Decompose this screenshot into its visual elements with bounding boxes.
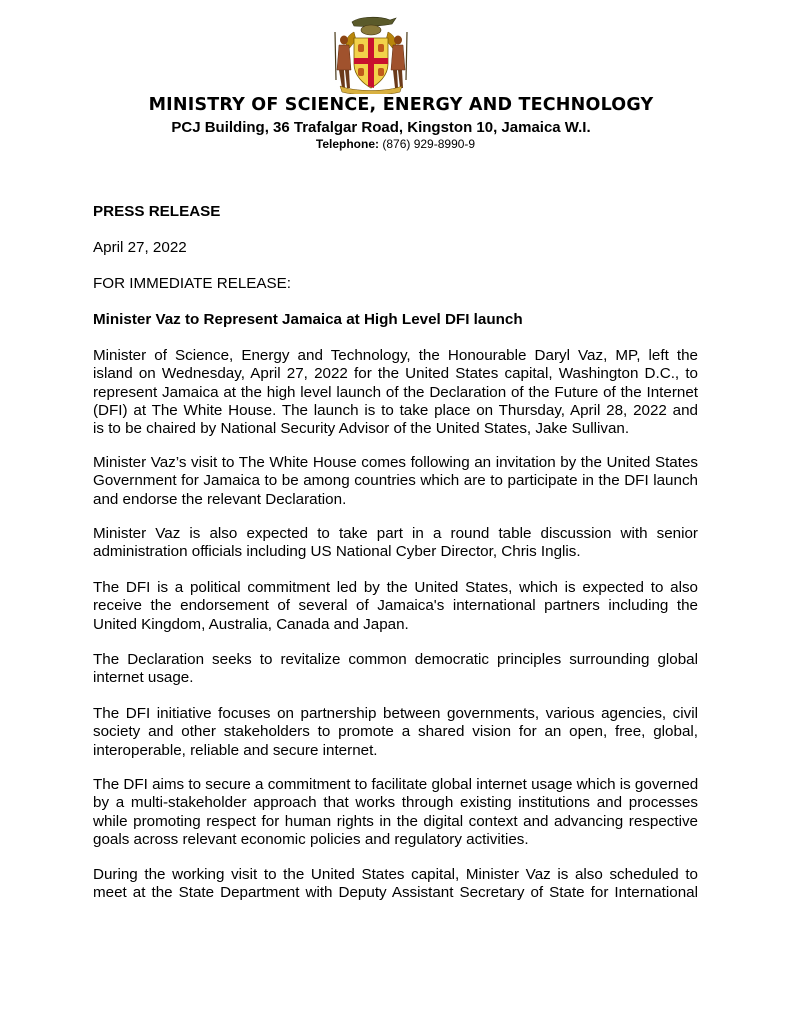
ministry-name: MINISTRY OF SCIENCE, ENERGY AND TECHNOLOGY [148, 95, 654, 115]
paragraph-line: During the working visit to the United States capital, Minister Vaz is also scheduled to [93, 866, 698, 883]
release-type: PRESS RELEASE [93, 203, 221, 220]
immediate-release-label: FOR IMMEDIATE RELEASE: [93, 275, 292, 292]
paragraph-line: Minister of Science, Energy and Technology, the Honourable Daryl Vaz, MP, left the [93, 347, 698, 364]
paragraph-line: administration officials including US National Cyber Director, Chris Inglis. [93, 543, 581, 561]
paragraph-line: represent Jamaica at the high level launch of the Declaration of the Future of the Internet [93, 383, 698, 401]
paragraph-1 [93, 347, 698, 438]
release-date: April 27, 2022 [93, 239, 187, 256]
paragraph-line: United Kingdom, Australia, Canada and Japan. [93, 615, 409, 633]
ministry-telephone [0, 137, 791, 151]
telephone-number: (876) 929-8990-9 [379, 137, 476, 151]
paragraph-line: meet at the State Department with Deputy Assistant Secretary of State for International [93, 884, 698, 902]
paragraph-line: internet usage. [93, 669, 194, 687]
paragraph-line: The DFI is a political commitment led by the United States, which is expected to also [93, 579, 698, 596]
paragraph-line: is to be chaired by National Security Advisor of the United States, Jake Sullivan. [93, 420, 630, 438]
paragraph-5 [93, 651, 698, 688]
paragraph-line: The DFI initiative focuses on partnership between governments, various agencies, civil [93, 705, 698, 722]
paragraph-line: and endorse the relevant Declaration. [93, 490, 347, 508]
paragraph-6 [93, 705, 698, 760]
paragraph-3 [93, 525, 698, 562]
paragraph-line: The DFI aims to secure a commitment to facilitate global internet usage which is governed [93, 776, 699, 793]
paragraph-line: Government for Jamaica to be among countries which are to participate in the DFI launch [93, 472, 698, 490]
paragraph-8 [93, 866, 698, 903]
paragraph-2 [93, 454, 698, 509]
paragraph-7 [93, 776, 698, 849]
paragraph-line: interoperable, reliable and secure internet. [93, 741, 378, 759]
paragraph-line: (DFI) at The White House. The launch is to take place on Thursday, April 28, 2022 and [93, 401, 698, 419]
paragraph-line: island on Wednesday, April 27, 2022 for the United States capital, Washington D.C., to [93, 365, 698, 383]
paragraph-line: Minister Vaz is also expected to take part in a round table discussion with senior [93, 525, 698, 542]
paragraph-line: while promoting respect for human rights in the digital context and advancing respective [93, 812, 698, 830]
telephone-label: Telephone: [315, 137, 380, 151]
headline: Minister Vaz to Represent Jamaica at High Level DFI launch [93, 311, 523, 328]
paragraph-line: by a multi-stakeholder approach that works through existing institutions and processes [93, 794, 698, 812]
paragraph-line: society and other stakeholders to promote a shared vision for an open, free, global, [93, 723, 698, 741]
paragraph-line: receive the endorsement of several of Jamaica's international partners including the [93, 597, 698, 615]
paragraph-4 [93, 579, 698, 634]
jamaica-coat-of-arms-icon [330, 10, 412, 94]
paragraph-line: The Declaration seeks to revitalize common democratic principles surrounding global [93, 651, 698, 668]
paragraph-line: Minister Vaz’s visit to The White House comes following an invitation by the United States [93, 454, 698, 471]
ministry-address: PCJ Building, 36 Trafalgar Road, Kingston 10, Jamaica W.I. [171, 119, 591, 136]
paragraph-line: goals across relevant economic policies and regulatory activities. [93, 830, 529, 848]
